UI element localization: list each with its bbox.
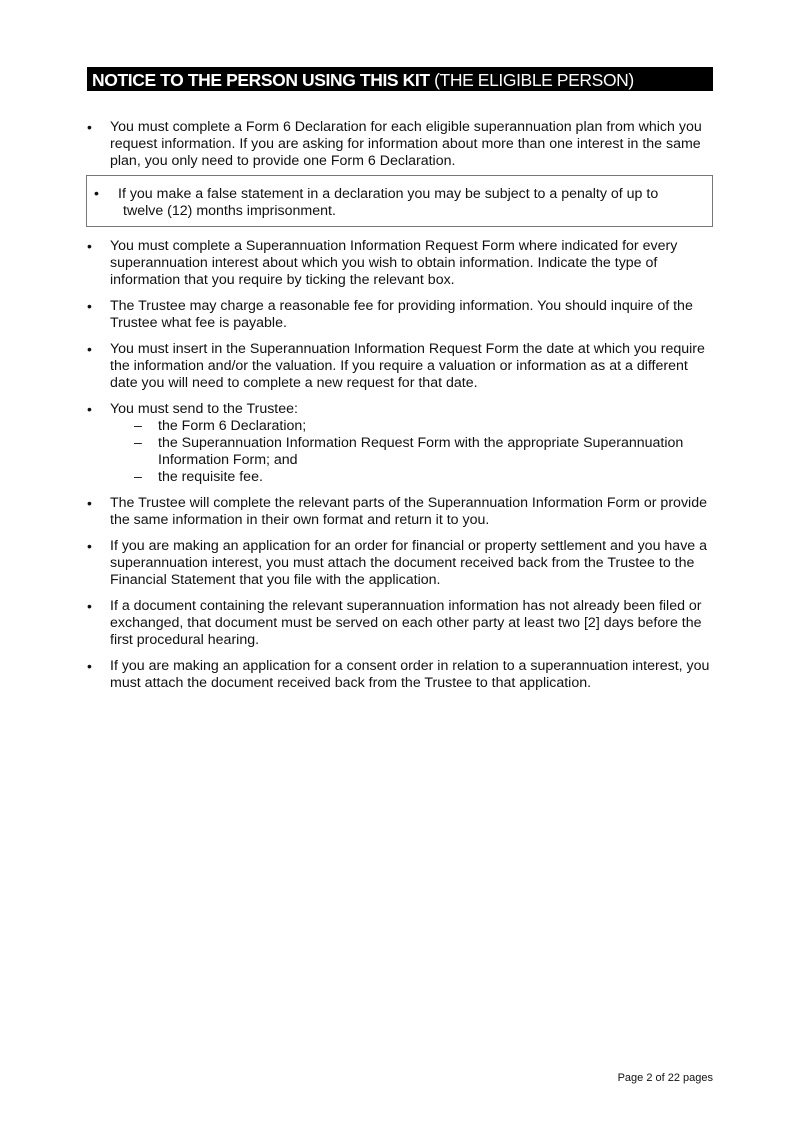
list-item — [87, 298, 713, 332]
penalty-notice-line-1: If you make a false statement in a declaration you may be subject to a penalty of up to — [118, 186, 659, 202]
bullet-icon: • — [87, 538, 92, 554]
dash-icon: – — [134, 418, 142, 434]
list-item — [87, 401, 713, 486]
heading-normal-text: (THE ELIGIBLE PERSON) — [429, 70, 634, 90]
bullet-text: The Trustee will complete the relevant parts of the Superannuation Information Form or provide the same information in their own format and return it to you. — [110, 495, 707, 528]
sub-list-item: – the Superannuation Information Request Form with the appropriate Superannuation Information Form; and — [134, 435, 684, 468]
bullet-text: If you are making an application for a consent order in relation to a superannuation interest, you must attach the document received back from the Trustee to that application. — [110, 658, 710, 691]
penalty-notice-text — [118, 186, 698, 220]
bullet-icon: • — [87, 298, 92, 314]
section-heading — [87, 67, 713, 91]
dash-icon: – — [134, 469, 142, 485]
bullet-icon: • — [94, 186, 99, 202]
list-item — [87, 598, 713, 649]
send-to-trustee-list — [110, 418, 713, 486]
list-item — [87, 495, 713, 529]
bullet-icon: • — [87, 495, 92, 511]
page-number: Page 2 of 22 pages — [617, 1072, 713, 1084]
bullet-text: If a document containing the relevant superannuation information has not already been filed or exchanged, that document must be served on each other party at least two [2] days before the first procedural hearing. — [110, 598, 702, 648]
list-item — [87, 538, 713, 589]
bullet-text: You must insert in the Superannuation Information Request Form the date at which you require the information and/or the valuation. If you require a valuation or information as at a different date you will need to complete a new request for that date. — [110, 341, 705, 391]
bullet-text: You must complete a Form 6 Declaration for each eligible superannuation plan from which you request information. If you are asking for information about more than one interest in the same plan, you only need to provide one Form 6 Declaration. — [110, 119, 702, 169]
bullet-text: You must send to the Trustee: — [110, 401, 298, 417]
bullet-icon: • — [87, 238, 92, 254]
penalty-notice-box — [86, 175, 713, 227]
bullet-text: The Trustee may charge a reasonable fee for providing information. You should inquire of the Trustee what fee is payable. — [110, 298, 693, 331]
bullet-text: You must complete a Superannuation Information Request Form where indicated for every superannuation interest about which you wish to obtain information. Indicate the type of information that you require by ticking the relevant box. — [110, 238, 678, 288]
sub-list-item: – the requisite fee. — [134, 469, 263, 485]
heading-bold-text: NOTICE TO THE PERSON USING THIS KIT — [92, 70, 430, 90]
list-item — [87, 341, 713, 392]
list-item — [87, 658, 713, 692]
bullet-icon: • — [87, 401, 92, 417]
bullet-icon: • — [87, 598, 92, 614]
bullet-icon: • — [87, 119, 92, 135]
list-item — [87, 119, 713, 170]
list-item — [87, 238, 713, 289]
bullet-icon: • — [87, 341, 92, 357]
sub-list-item: – the Form 6 Declaration; — [134, 418, 307, 434]
bullet-icon: • — [87, 658, 92, 674]
dash-icon: – — [134, 435, 142, 451]
penalty-notice-line-2: twelve (12) months imprisonment. — [123, 203, 336, 219]
bullet-text: If you are making an application for an order for financial or property settlement and you have a superannuation interest, you must attach the document received back from the Trustee to the Financial Statement that you file with the application. — [110, 538, 708, 588]
